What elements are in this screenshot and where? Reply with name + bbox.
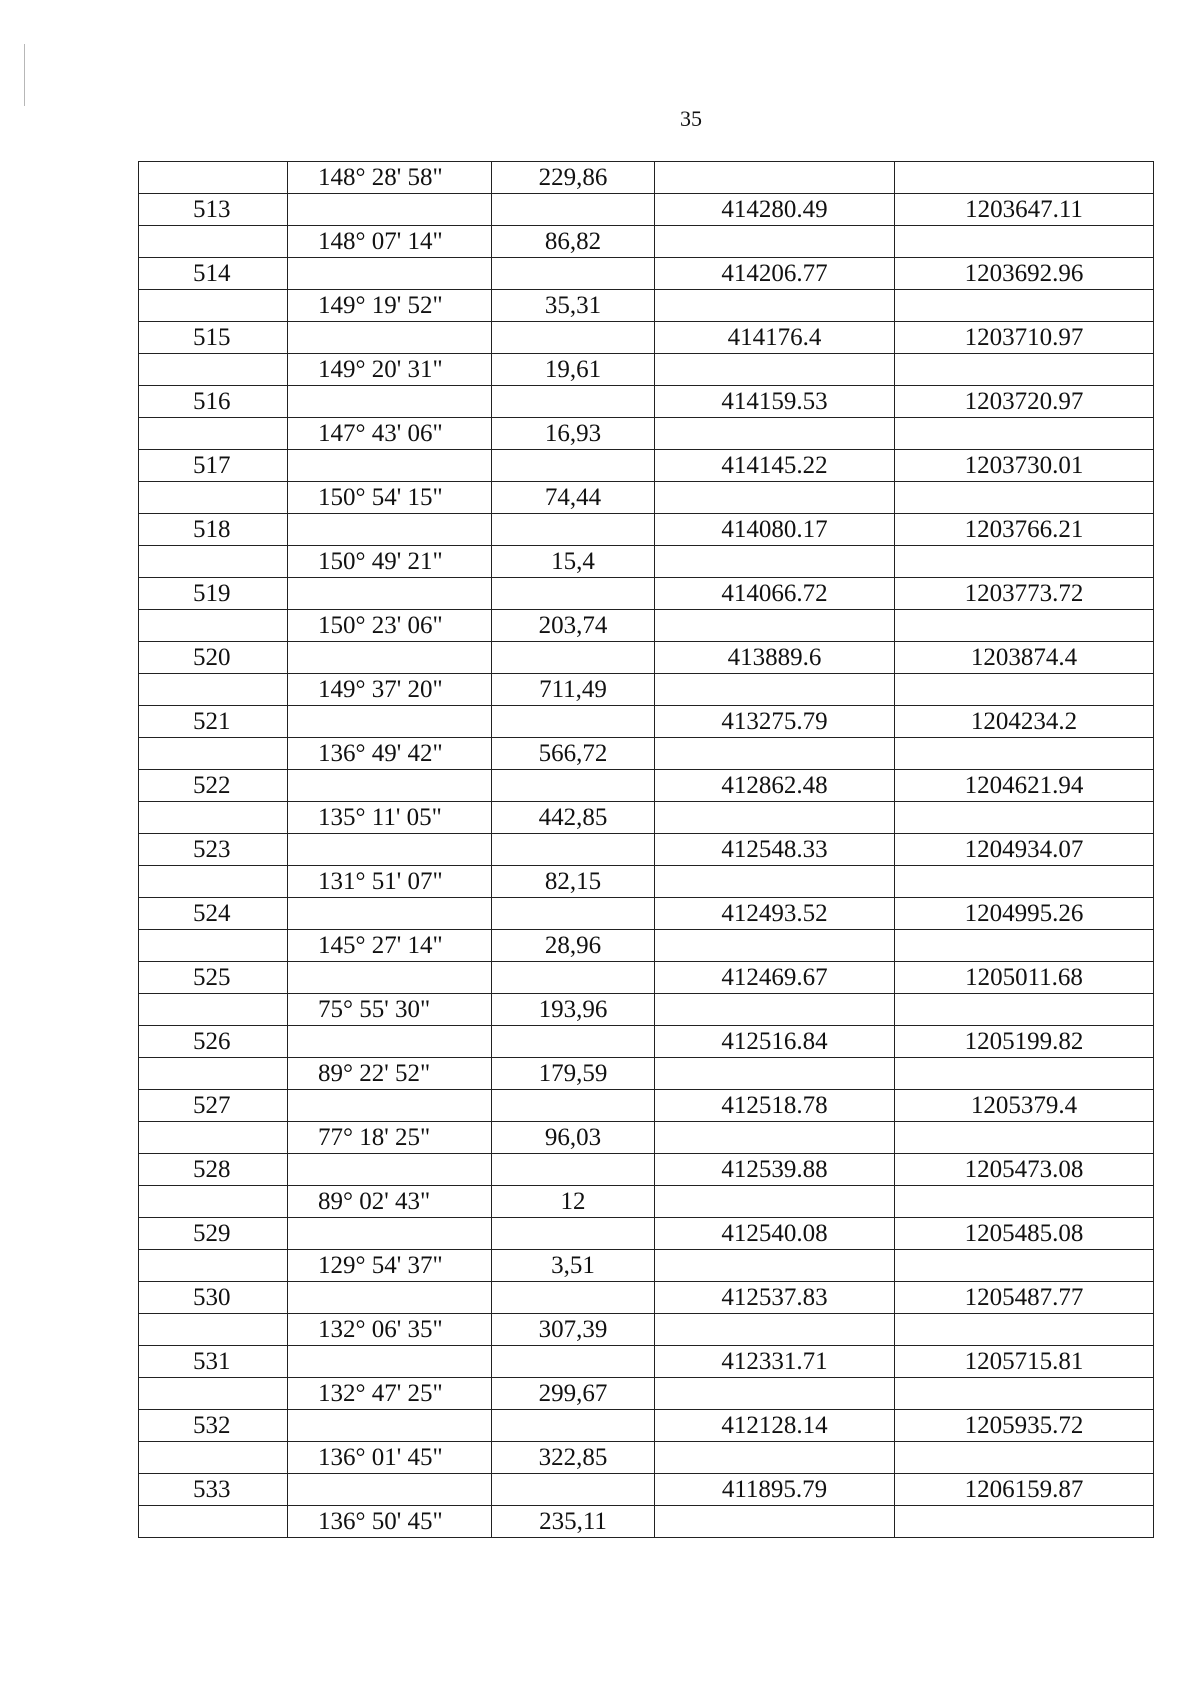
y-coordinate-cell: 1203773.72 (895, 578, 1154, 610)
table-row (139, 322, 1154, 354)
x-coordinate-cell (655, 1058, 895, 1090)
distance-cell: 299,67 (492, 1378, 655, 1410)
distance-cell: 28,96 (492, 930, 655, 962)
table-row (139, 354, 1154, 386)
y-coordinate-cell: 1203766.21 (895, 514, 1154, 546)
table-row (139, 1218, 1154, 1250)
distance-cell (492, 1026, 655, 1058)
x-coordinate-cell (655, 1314, 895, 1346)
table-row (139, 1282, 1154, 1314)
bearing-angle-cell (288, 1410, 492, 1442)
bearing-angle-cell (288, 1346, 492, 1378)
bearing-angle-cell: 132° 47' 25" (288, 1378, 492, 1410)
point-number-cell: 528 (139, 1154, 288, 1186)
table-row (139, 514, 1154, 546)
x-coordinate-cell: 414159.53 (655, 386, 895, 418)
point-number-cell: 517 (139, 450, 288, 482)
distance-cell (492, 770, 655, 802)
y-coordinate-cell: 1203692.96 (895, 258, 1154, 290)
bearing-angle-cell (288, 1474, 492, 1506)
y-coordinate-cell (895, 738, 1154, 770)
bearing-angle-cell (288, 258, 492, 290)
x-coordinate-cell (655, 738, 895, 770)
point-number-cell (139, 930, 288, 962)
distance-cell: 3,51 (492, 1250, 655, 1282)
distance-cell (492, 1346, 655, 1378)
y-coordinate-cell: 1205011.68 (895, 962, 1154, 994)
distance-cell: 96,03 (492, 1122, 655, 1154)
x-coordinate-cell: 412537.83 (655, 1282, 895, 1314)
table-row (139, 674, 1154, 706)
point-number-cell (139, 1058, 288, 1090)
x-coordinate-cell (655, 418, 895, 450)
distance-cell (492, 642, 655, 674)
y-coordinate-cell: 1205487.77 (895, 1282, 1154, 1314)
y-coordinate-cell: 1204621.94 (895, 770, 1154, 802)
point-number-cell (139, 290, 288, 322)
y-coordinate-cell: 1205379.4 (895, 1090, 1154, 1122)
table-row (139, 1506, 1154, 1538)
bearing-angle-cell: 89° 02' 43" (288, 1186, 492, 1218)
point-number-cell: 524 (139, 898, 288, 930)
distance-cell (492, 578, 655, 610)
point-number-cell (139, 994, 288, 1026)
y-coordinate-cell: 1203730.01 (895, 450, 1154, 482)
bearing-angle-cell (288, 962, 492, 994)
distance-cell: 74,44 (492, 482, 655, 514)
x-coordinate-cell: 412862.48 (655, 770, 895, 802)
point-number-cell (139, 546, 288, 578)
distance-cell (492, 1410, 655, 1442)
y-coordinate-cell (895, 290, 1154, 322)
bearing-angle-cell: 131° 51' 07" (288, 866, 492, 898)
y-coordinate-cell (895, 930, 1154, 962)
table-row (139, 546, 1154, 578)
x-coordinate-cell: 414206.77 (655, 258, 895, 290)
bearing-angle-cell (288, 578, 492, 610)
table-row (139, 450, 1154, 482)
table-row (139, 1122, 1154, 1154)
table-row (139, 770, 1154, 802)
bearing-angle-cell (288, 1218, 492, 1250)
x-coordinate-cell: 412518.78 (655, 1090, 895, 1122)
bearing-angle-cell (288, 1282, 492, 1314)
table-row (139, 1090, 1154, 1122)
bearing-angle-cell: 75° 55' 30" (288, 994, 492, 1026)
table-row (139, 226, 1154, 258)
y-coordinate-cell: 1206159.87 (895, 1474, 1154, 1506)
distance-cell: 12 (492, 1186, 655, 1218)
table-row (139, 898, 1154, 930)
table-row (139, 386, 1154, 418)
table-row (139, 994, 1154, 1026)
page-number: 35 (680, 106, 702, 131)
table-row (139, 962, 1154, 994)
y-coordinate-cell: 1204934.07 (895, 834, 1154, 866)
distance-cell (492, 322, 655, 354)
distance-cell (492, 386, 655, 418)
distance-cell: 711,49 (492, 674, 655, 706)
x-coordinate-cell: 412516.84 (655, 1026, 895, 1058)
x-coordinate-cell (655, 674, 895, 706)
y-coordinate-cell (895, 1506, 1154, 1538)
point-number-cell (139, 226, 288, 258)
table-row (139, 738, 1154, 770)
point-number-cell: 518 (139, 514, 288, 546)
y-coordinate-cell: 1204234.2 (895, 706, 1154, 738)
table-row (139, 162, 1154, 194)
bearing-angle-cell: 89° 22' 52" (288, 1058, 492, 1090)
table-row (139, 1058, 1154, 1090)
distance-cell: 82,15 (492, 866, 655, 898)
y-coordinate-cell: 1203874.4 (895, 642, 1154, 674)
bearing-angle-cell (288, 706, 492, 738)
point-number-cell: 533 (139, 1474, 288, 1506)
point-number-cell: 515 (139, 322, 288, 354)
bearing-angle-cell: 136° 01' 45" (288, 1442, 492, 1474)
distance-cell: 566,72 (492, 738, 655, 770)
point-number-cell: 527 (139, 1090, 288, 1122)
point-number-cell: 526 (139, 1026, 288, 1058)
point-number-cell (139, 1314, 288, 1346)
bearing-angle-cell: 132° 06' 35" (288, 1314, 492, 1346)
scan-mark (24, 44, 25, 106)
x-coordinate-cell (655, 1250, 895, 1282)
x-coordinate-cell (655, 866, 895, 898)
y-coordinate-cell (895, 610, 1154, 642)
x-coordinate-cell: 412331.71 (655, 1346, 895, 1378)
x-coordinate-cell: 413889.6 (655, 642, 895, 674)
bearing-angle-cell: 149° 20' 31" (288, 354, 492, 386)
y-coordinate-cell (895, 546, 1154, 578)
y-coordinate-cell (895, 1122, 1154, 1154)
point-number-cell: 521 (139, 706, 288, 738)
y-coordinate-cell (895, 1058, 1154, 1090)
table-row (139, 1154, 1154, 1186)
distance-cell: 307,39 (492, 1314, 655, 1346)
x-coordinate-cell (655, 354, 895, 386)
point-number-cell: 530 (139, 1282, 288, 1314)
point-number-cell (139, 738, 288, 770)
point-number-cell (139, 1122, 288, 1154)
point-number-cell (139, 482, 288, 514)
x-coordinate-cell: 412539.88 (655, 1154, 895, 1186)
point-number-cell: 532 (139, 1410, 288, 1442)
table-row (139, 194, 1154, 226)
distance-cell: 193,96 (492, 994, 655, 1026)
point-number-cell (139, 1442, 288, 1474)
y-coordinate-cell (895, 162, 1154, 194)
x-coordinate-cell: 414145.22 (655, 450, 895, 482)
y-coordinate-cell (895, 674, 1154, 706)
x-coordinate-cell (655, 802, 895, 834)
distance-cell: 16,93 (492, 418, 655, 450)
bearing-angle-cell (288, 770, 492, 802)
bearing-angle-cell: 136° 50' 45" (288, 1506, 492, 1538)
bearing-angle-cell: 149° 37' 20" (288, 674, 492, 706)
point-number-cell (139, 802, 288, 834)
x-coordinate-cell: 414066.72 (655, 578, 895, 610)
bearing-angle-cell: 150° 23' 06" (288, 610, 492, 642)
x-coordinate-cell: 411895.79 (655, 1474, 895, 1506)
x-coordinate-cell: 412548.33 (655, 834, 895, 866)
y-coordinate-cell: 1205199.82 (895, 1026, 1154, 1058)
bearing-angle-cell: 150° 49' 21" (288, 546, 492, 578)
y-coordinate-cell: 1205715.81 (895, 1346, 1154, 1378)
distance-cell (492, 898, 655, 930)
table-row (139, 802, 1154, 834)
x-coordinate-cell (655, 1442, 895, 1474)
table-row (139, 1474, 1154, 1506)
distance-cell: 86,82 (492, 226, 655, 258)
distance-cell: 442,85 (492, 802, 655, 834)
table-row (139, 1410, 1154, 1442)
x-coordinate-cell: 412469.67 (655, 962, 895, 994)
bearing-angle-cell: 129° 54' 37" (288, 1250, 492, 1282)
table-row (139, 642, 1154, 674)
distance-cell: 35,31 (492, 290, 655, 322)
point-number-cell: 520 (139, 642, 288, 674)
point-number-cell: 513 (139, 194, 288, 226)
y-coordinate-cell: 1203647.11 (895, 194, 1154, 226)
table-row (139, 1250, 1154, 1282)
x-coordinate-cell (655, 226, 895, 258)
y-coordinate-cell (895, 226, 1154, 258)
table-row (139, 834, 1154, 866)
y-coordinate-cell (895, 354, 1154, 386)
point-number-cell (139, 162, 288, 194)
point-number-cell (139, 418, 288, 450)
point-number-cell: 519 (139, 578, 288, 610)
bearing-angle-cell (288, 514, 492, 546)
table-row (139, 258, 1154, 290)
distance-cell (492, 834, 655, 866)
point-number-cell: 529 (139, 1218, 288, 1250)
distance-cell (492, 1474, 655, 1506)
bearing-angle-cell (288, 194, 492, 226)
x-coordinate-cell: 412493.52 (655, 898, 895, 930)
table-row (139, 418, 1154, 450)
y-coordinate-cell: 1205935.72 (895, 1410, 1154, 1442)
point-number-cell (139, 866, 288, 898)
table-row (139, 1314, 1154, 1346)
y-coordinate-cell (895, 1250, 1154, 1282)
x-coordinate-cell (655, 930, 895, 962)
x-coordinate-cell: 412540.08 (655, 1218, 895, 1250)
table-row (139, 578, 1154, 610)
table-row (139, 610, 1154, 642)
x-coordinate-cell (655, 162, 895, 194)
table-row (139, 1378, 1154, 1410)
bearing-angle-cell (288, 642, 492, 674)
table-row (139, 1442, 1154, 1474)
y-coordinate-cell (895, 418, 1154, 450)
distance-cell (492, 962, 655, 994)
point-number-cell: 522 (139, 770, 288, 802)
distance-cell (492, 1218, 655, 1250)
x-coordinate-cell (655, 546, 895, 578)
bearing-angle-cell: 150° 54' 15" (288, 482, 492, 514)
bearing-angle-cell: 145° 27' 14" (288, 930, 492, 962)
table-row (139, 1186, 1154, 1218)
x-coordinate-cell: 414080.17 (655, 514, 895, 546)
point-number-cell (139, 1186, 288, 1218)
y-coordinate-cell: 1205485.08 (895, 1218, 1154, 1250)
y-coordinate-cell (895, 802, 1154, 834)
distance-cell (492, 1090, 655, 1122)
bearing-angle-cell: 147° 43' 06" (288, 418, 492, 450)
x-coordinate-cell: 414280.49 (655, 194, 895, 226)
table-row (139, 290, 1154, 322)
x-coordinate-cell (655, 1186, 895, 1218)
y-coordinate-cell (895, 866, 1154, 898)
y-coordinate-cell (895, 1186, 1154, 1218)
point-number-cell: 531 (139, 1346, 288, 1378)
y-coordinate-cell (895, 1378, 1154, 1410)
bearing-angle-cell (288, 322, 492, 354)
distance-cell: 203,74 (492, 610, 655, 642)
point-number-cell: 525 (139, 962, 288, 994)
distance-cell: 322,85 (492, 1442, 655, 1474)
table-row (139, 1346, 1154, 1378)
x-coordinate-cell (655, 290, 895, 322)
x-coordinate-cell: 414176.4 (655, 322, 895, 354)
x-coordinate-cell (655, 994, 895, 1026)
point-number-cell: 523 (139, 834, 288, 866)
y-coordinate-cell: 1205473.08 (895, 1154, 1154, 1186)
y-coordinate-cell (895, 1314, 1154, 1346)
bearing-angle-cell (288, 450, 492, 482)
distance-cell (492, 450, 655, 482)
point-number-cell (139, 610, 288, 642)
distance-cell: 19,61 (492, 354, 655, 386)
distance-cell (492, 1282, 655, 1314)
y-coordinate-cell: 1204995.26 (895, 898, 1154, 930)
bearing-angle-cell: 135° 11' 05" (288, 802, 492, 834)
table-row (139, 930, 1154, 962)
distance-cell (492, 1154, 655, 1186)
bearing-angle-cell (288, 898, 492, 930)
point-number-cell: 516 (139, 386, 288, 418)
distance-cell: 179,59 (492, 1058, 655, 1090)
x-coordinate-cell (655, 1506, 895, 1538)
point-number-cell (139, 354, 288, 386)
bearing-angle-cell (288, 1090, 492, 1122)
y-coordinate-cell: 1203710.97 (895, 322, 1154, 354)
bearing-angle-cell (288, 834, 492, 866)
point-number-cell (139, 1506, 288, 1538)
distance-cell (492, 258, 655, 290)
distance-cell (492, 194, 655, 226)
survey-table-body (139, 162, 1154, 1538)
y-coordinate-cell (895, 994, 1154, 1026)
point-number-cell (139, 1250, 288, 1282)
bearing-angle-cell (288, 1154, 492, 1186)
x-coordinate-cell (655, 1122, 895, 1154)
distance-cell: 15,4 (492, 546, 655, 578)
distance-cell (492, 514, 655, 546)
y-coordinate-cell: 1203720.97 (895, 386, 1154, 418)
x-coordinate-cell (655, 1378, 895, 1410)
distance-cell: 235,11 (492, 1506, 655, 1538)
table-row (139, 706, 1154, 738)
bearing-angle-cell: 148° 28' 58" (288, 162, 492, 194)
distance-cell (492, 706, 655, 738)
y-coordinate-cell (895, 482, 1154, 514)
table-row (139, 866, 1154, 898)
bearing-angle-cell: 148° 07' 14" (288, 226, 492, 258)
bearing-angle-cell (288, 386, 492, 418)
point-number-cell (139, 674, 288, 706)
survey-coordinates-table (138, 161, 1154, 1538)
table-row (139, 1026, 1154, 1058)
bearing-angle-cell: 77° 18' 25" (288, 1122, 492, 1154)
x-coordinate-cell (655, 610, 895, 642)
x-coordinate-cell: 412128.14 (655, 1410, 895, 1442)
bearing-angle-cell (288, 1026, 492, 1058)
bearing-angle-cell: 149° 19' 52" (288, 290, 492, 322)
y-coordinate-cell (895, 1442, 1154, 1474)
x-coordinate-cell (655, 482, 895, 514)
x-coordinate-cell: 413275.79 (655, 706, 895, 738)
bearing-angle-cell: 136° 49' 42" (288, 738, 492, 770)
distance-cell: 229,86 (492, 162, 655, 194)
point-number-cell (139, 1378, 288, 1410)
point-number-cell: 514 (139, 258, 288, 290)
table-row (139, 482, 1154, 514)
